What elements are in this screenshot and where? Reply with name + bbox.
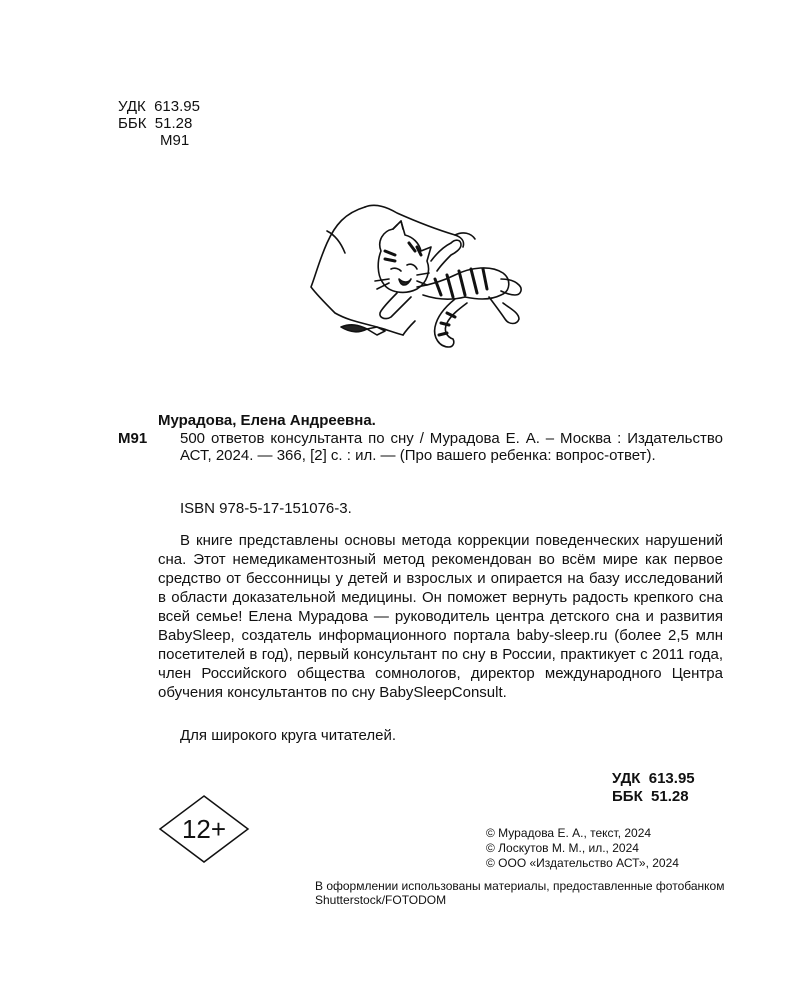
age-rating-label: 12+ (181, 814, 227, 844)
author-heading: Мурадова, Елена Андреевна. (158, 412, 376, 429)
copyright-block (486, 826, 679, 871)
copyright-line: © ООО «Издательство АСТ», 2024 (486, 856, 679, 870)
copyright-line: © Мурадова Е. А., текст, 2024 (486, 826, 652, 840)
copyright-line: © Лоскутов М. М., ил., 2024 (486, 841, 639, 855)
bbk-code-bottom: ББК 51.28 (612, 788, 689, 805)
isbn: ISBN 978-5-17-151076-3. (180, 500, 352, 517)
author-mark: М91 (160, 132, 190, 149)
bbk-code: ББК 51.28 (118, 115, 193, 132)
udk-code: УДК 613.95 (118, 98, 200, 115)
classification-codes-top (118, 98, 200, 149)
audience-note: Для широкого круга читателей. (180, 727, 397, 744)
age-rating-badge (158, 794, 250, 864)
photo-credits: В оформлении использованы материалы, предоставленные фотобанком Shutterstock/FOTODOM (315, 879, 725, 907)
author-mark-bold: М91 (118, 430, 148, 447)
annotation: В книге представлены основы метода коррекции поведенческих нарушений сна. Этот немедикаментозный метод рекомендован во всём мире как первое средство от бессонницы у детей и взрослых и опирается на базу исследований в области доказательной медицины. Он поможет вернуть радость крепкого сна всей семье! Елена Мурадова — руководитель центра детского сна и развития BabySleep, создатель информационного портала baby-sleep.ru (более 2,5 млн посетителей в год), первый консультант по сну в России, практикует с 2011 года, член Российского общества сомнологов, директор международного Центра обучения консультантов по сну BabySleepConsult. (158, 532, 723, 701)
udk-code-bottom: УДК 613.95 (612, 770, 695, 787)
sleeping-cat-on-pillow-illustration (305, 195, 540, 360)
classification-codes-bottom (612, 770, 695, 806)
bibliographic-description: 500 ответов консультанта по сну / Мурадова Е. А. – Москва : Издательство АСТ, 2024. — 366, [2] с. : ил. — (Про вашего ребенка: вопрос-ответ). (180, 430, 723, 464)
